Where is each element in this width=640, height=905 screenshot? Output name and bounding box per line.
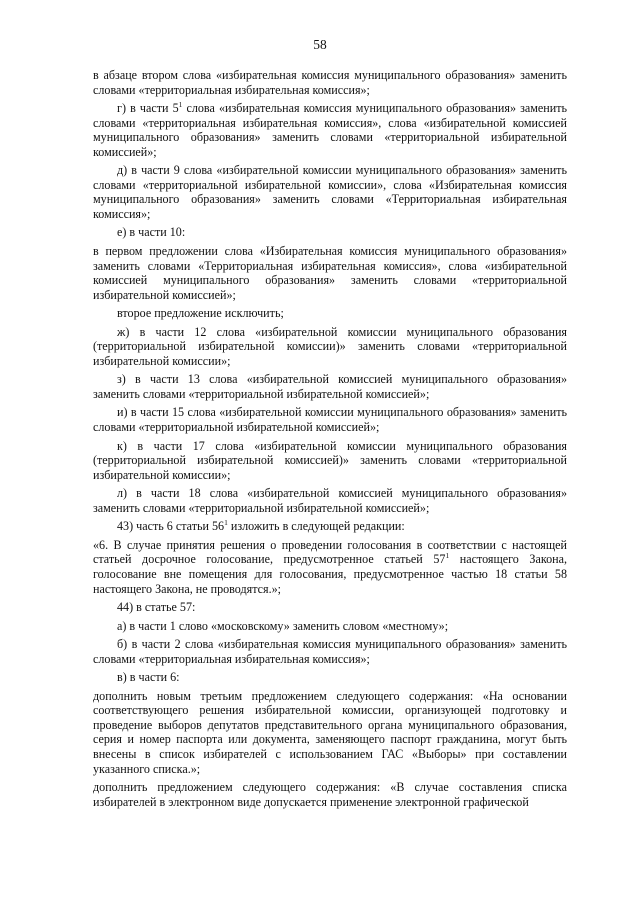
- document-body: [93, 68, 567, 813]
- paragraph: е) в части 10:: [117, 225, 186, 240]
- paragraph: з) в части 13 слова «избирательной комиссией муниципального образования» заменить словами «территориальной избирательной комиссией»;: [93, 372, 567, 401]
- paragraph-text: слова «избирательная комиссия муниципального образования» заменить словами «территориальная избирательная комиссия», слова «избирательной комиссией муниципального образования» заменить словами «территориальной избирательной комиссией»;: [93, 101, 568, 159]
- paragraph-text: «6. В случае принятия решения о проведении голосования в соответствии с настоящей статьей досрочное голосование, предусмотренное статьей 57: [93, 537, 567, 567]
- paragraph: б) в части 2 слова «избирательная комиссия муниципального образования» заменить словами «территориальная избирательная комиссия»;: [93, 637, 567, 666]
- paragraph-text: изложить в следующей редакции:: [227, 519, 405, 534]
- page-number: 58: [313, 37, 327, 52]
- paragraph: и) в части 15 слова «избирательной комиссии муниципального образования» заменить словами «территориальной избирательной комиссией»;: [93, 405, 567, 435]
- superscript-number: 1: [224, 518, 228, 528]
- paragraph: [93, 519, 567, 534]
- superscript-number: 1: [178, 100, 183, 110]
- paragraph: 44) в статье 57:: [117, 600, 196, 615]
- paragraph: д) в части 9 слова «избирательной комиссии муниципального образования» заменить словами «территориальной избирательной комиссии», слова «Избирательная комиссия муниципального образования» заменить словами «Территориальная избирательная комиссия»;: [93, 163, 567, 221]
- paragraph: л) в части 18 слова «избирательной комиссией муниципального образования» заменить словами «территориальной избирательной комиссией»;: [93, 486, 567, 515]
- paragraph: а) в части 1 слово «московскому» заменить словом «местному»;: [117, 618, 449, 633]
- paragraph-text: настоящего Закона, голосование вне помещения для голосования, предусмотренное частью 18 статьи 58 настоящего Закона, не проводятся.»;: [93, 552, 567, 596]
- paragraph: дополнить предложением следующего содержания: «В случае составления списка избирателей в электронном виде допускается применение электронной графической: [93, 780, 567, 809]
- paragraph: ж) в части 12 слова «избирательной комиссии муниципального образования (территориальной избирательной комиссии)» заменить словами «территориальной избирательной комиссии»;: [93, 324, 567, 368]
- paragraph: к) в части 17 слова «избирательной комиссии муниципального образования (территориальной избирательной комиссией)» заменить словами «территориальной избирательной комиссии»;: [93, 438, 567, 482]
- paragraph: [93, 538, 567, 596]
- paragraph: в) в части 6:: [117, 670, 180, 685]
- paragraph-text: г) в части 5: [117, 101, 179, 116]
- paragraph: в абзаце втором слова «избирательная комиссия муниципального образования» заменить словами «территориальная избирательная комиссия»;: [93, 68, 567, 97]
- paragraph: в первом предложении слова «Избирательная комиссия муниципального образования» заменить словами «Территориальная избирательная комиссия», слова «избирательной комиссией муниципального образования» заменить словами «территориальной избирательной комиссией»;: [93, 244, 567, 302]
- superscript-number: 1: [445, 551, 450, 561]
- paragraph: дополнить новым третьим предложением следующего содержания: «На основании соответствующего решения избирательной комиссии, организующей подготовку и проведение выборов депутатов представительного органа муниципального образования, серия и номер паспорта или документа, заменяющего паспорт гражданина, могут быть внесены в список избирателей с использованием ГАС «Выборы» при составлении указанного списка.»;: [93, 688, 567, 776]
- paragraph: второе предложение исключить;: [117, 306, 284, 321]
- paragraph: [93, 101, 567, 159]
- paragraph-text: 43) часть 6 статьи 56: [117, 519, 225, 534]
